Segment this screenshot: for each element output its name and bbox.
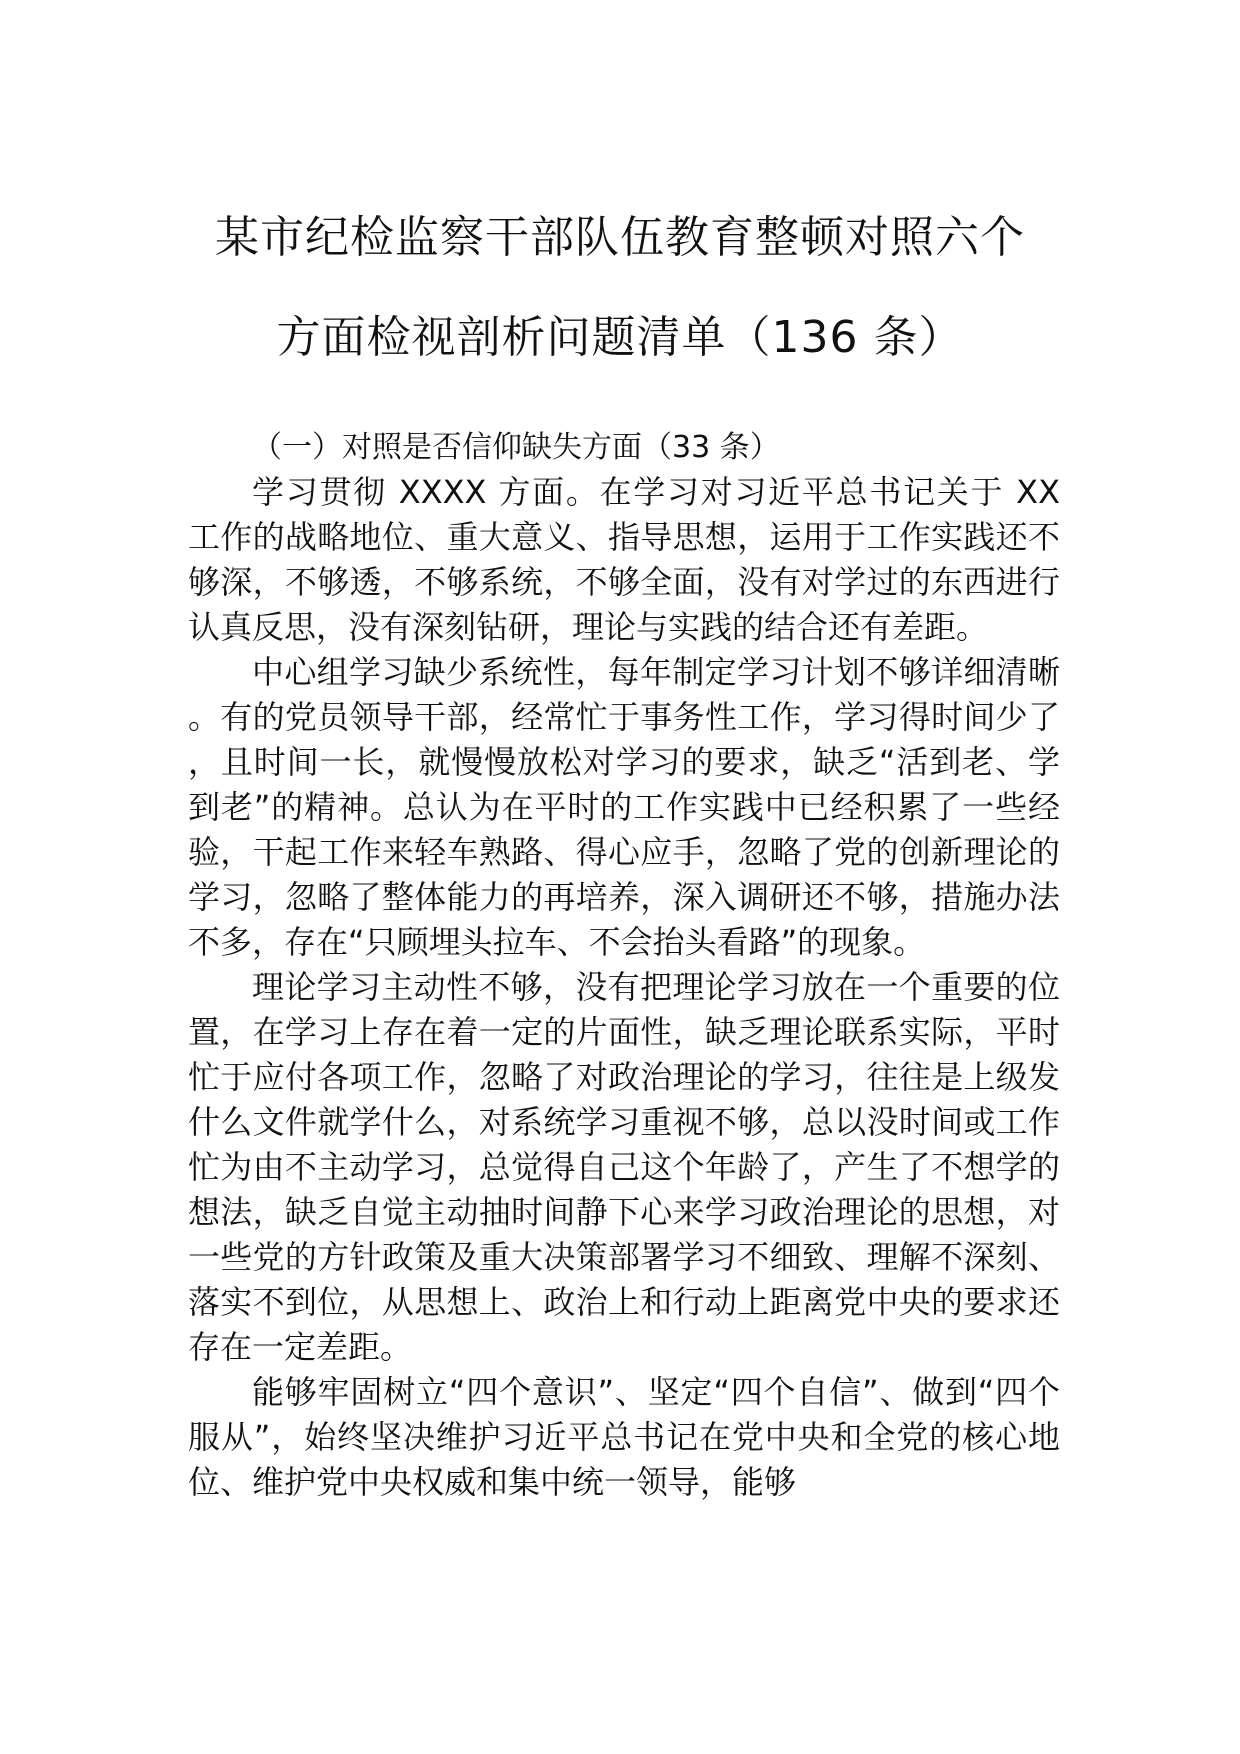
paragraph-2: 中心组学习缺少系统性，每年制定学习计划不够详细清晰。有的党员领导干部，经常忙于事务性工作，学习得时间少了，且时间一长，就慢慢放松对学习的要求，缺乏“活到老、学到老”的精神。总认为在平时的工作实践中已经积累了一些经验，干起工作来轻车熟路、得心应手，忽略了党的创新理论的学习，忽略了整体能力的再培养，深入调研还不够，措施办法不多，存在“只顾埋头拉车、不会抬头看路”的现象。 <box>188 653 1060 961</box>
paragraph-4: 能够牢固树立“四个意识”、坚定“四个自信”、做到“四个服从”，始终坚决维护习近平总书记在党中央和全党的核心地位、维护党中央权威和集中统一领导，能够 <box>188 1373 1060 1501</box>
document-title <box>170 188 1070 388</box>
title-line-2: 方面检视剖析问题清单（136 条） <box>276 312 964 363</box>
paragraph-3: 理论学习主动性不够，没有把理论学习放在一个重要的位置，在学习上存在着一定的片面性，缺乏理论联系实际，平时忙于应付各项工作，忽略了对政治理论的学习，往往是上级发什么文件就学什么，对系统学习重视不够，总以没时间或工作忙为由不主动学习，总觉得自己这个年龄了，产生了不想学的想法，缺乏自觉主动抽时间静下心来学习政治理论的思想，对一些党的方针政策及重大决策部署学习不细致、理解不深刻、落实不到位，从思想上、政治上和行动上距离党中央的要求还存在一定差距。 <box>188 968 1060 1366</box>
title-line-1: 某市纪检监察干部队伍教育整顿对照六个 <box>215 212 1025 263</box>
section-heading: （一）对照是否信仰缺失方面（33 条） <box>252 430 780 465</box>
paragraph-1: 学习贯彻 XXXX 方面。在学习对习近平总书记关于 XX 工作的战略地位、重大意义、指导思想，运用于工作实践还不够深，不够透，不够系统，不够全面，没有对学过的东西进行认真反思，没有深刻钻研，理论与实践的结合还有差距。 <box>188 473 1060 646</box>
document-body <box>188 425 1060 1505</box>
